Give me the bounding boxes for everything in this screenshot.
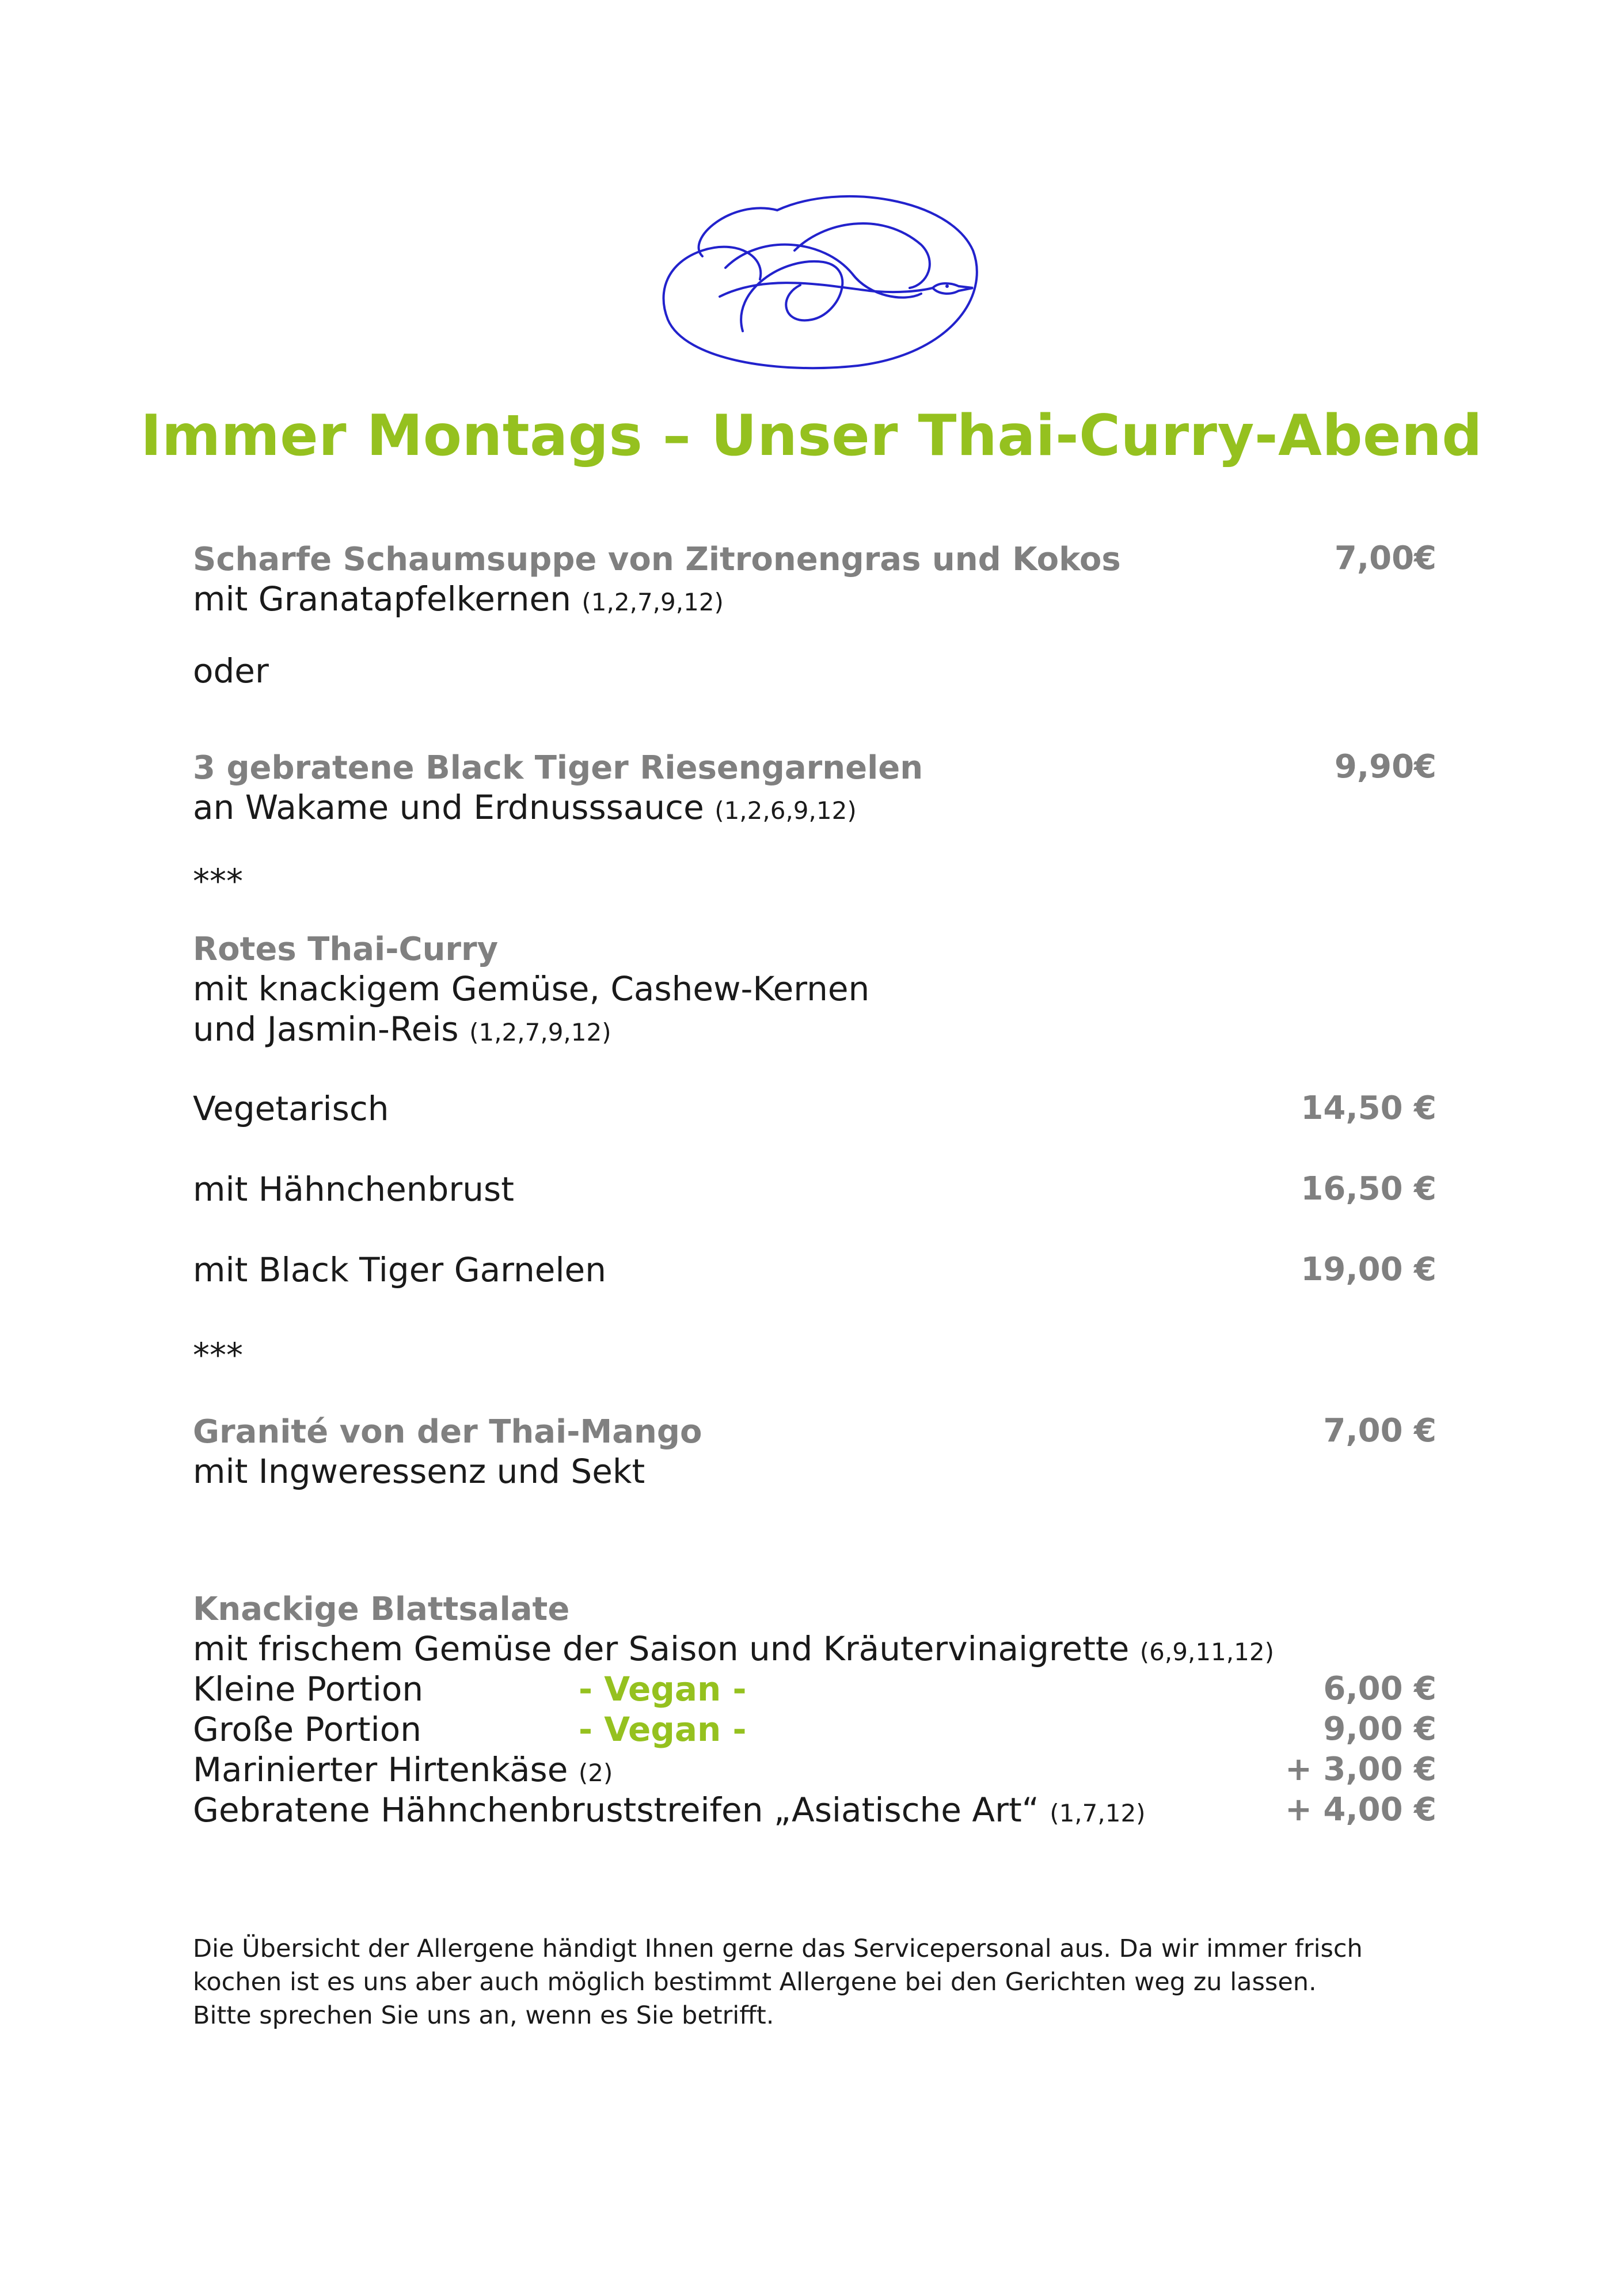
dish-price: 7,00€ bbox=[1334, 540, 1436, 577]
variant-label: mit Hähnchenbrust bbox=[193, 1170, 514, 1209]
dish-description bbox=[193, 787, 1436, 831]
dish-name: 3 gebratene Black Tiger Riesengarnelen bbox=[193, 749, 923, 787]
salad-option bbox=[193, 1669, 1436, 1709]
variant-row bbox=[193, 1169, 1436, 1209]
dish-name: Scharfe Schaumsuppe von Zitronengras und Kokos bbox=[193, 541, 1121, 578]
vegan-tag: - Vegan - bbox=[579, 1669, 747, 1709]
salad-option bbox=[193, 1709, 1436, 1749]
dish-name: Rotes Thai-Curry bbox=[193, 931, 499, 968]
or-text: oder bbox=[193, 651, 269, 690]
variant-price: 16,50 € bbox=[1301, 1170, 1436, 1208]
allergen-codes: (1,2,7,9,12) bbox=[469, 1018, 611, 1046]
notice-line: Die Übersicht der Allergene händigt Ihnen gerne das Servicepersonal aus. Da wir immer frisch bbox=[193, 1934, 1363, 1963]
menu-item-curry bbox=[193, 928, 1436, 970]
variant-row bbox=[193, 1088, 1436, 1129]
option-label: Marinierter Hirtenkäse bbox=[193, 1750, 568, 1789]
allergen-codes: (1,2,7,9,12) bbox=[581, 588, 724, 616]
separator: *** bbox=[193, 1335, 243, 1375]
salad-option bbox=[193, 1790, 1436, 1834]
notice-line: Bitte sprechen Sie uns an, wenn es Sie betrifft. bbox=[193, 2001, 774, 2030]
vegan-tag: - Vegan - bbox=[579, 1710, 747, 1749]
dish-price: 7,00 € bbox=[1323, 1412, 1436, 1449]
dish-description bbox=[193, 1629, 1436, 1672]
variant-label: mit Black Tiger Garnelen bbox=[193, 1250, 607, 1289]
variant-label: Vegetarisch bbox=[193, 1089, 389, 1128]
option-label: Kleine Portion bbox=[193, 1669, 424, 1709]
option-label: Gebratene Hähnchenbruststreifen „Asiatische Art“ bbox=[193, 1790, 1039, 1830]
swan-logo-icon bbox=[651, 187, 982, 377]
description-text: und Jasmin-Reis bbox=[193, 1010, 459, 1049]
option-price: 6,00 € bbox=[1323, 1670, 1436, 1707]
dish-description bbox=[193, 1009, 1436, 1053]
option-label: Große Portion bbox=[193, 1710, 421, 1749]
dish-description bbox=[193, 579, 1436, 623]
allergen-codes: (2) bbox=[578, 1759, 613, 1787]
allergen-codes: (6,9,11,12) bbox=[1139, 1638, 1274, 1666]
allergen-notice bbox=[193, 1932, 1459, 2032]
description-text: mit Granatapfelkernen bbox=[193, 579, 571, 618]
option-price: 9,00 € bbox=[1323, 1710, 1436, 1748]
description-text: mit frischem Gemüse der Saison und Kräutervinaigrette bbox=[193, 1629, 1130, 1668]
separator: *** bbox=[193, 862, 243, 901]
description-text: an Wakame und Erdnusssauce bbox=[193, 788, 704, 827]
dish-name: Granité von der Thai-Mango bbox=[193, 1413, 702, 1451]
menu-item-soup bbox=[193, 538, 1436, 580]
allergen-codes: (1,7,12) bbox=[1050, 1799, 1146, 1827]
menu-item-dessert bbox=[193, 1411, 1436, 1452]
allergen-codes: (1,2,6,9,12) bbox=[714, 796, 857, 825]
page-title: Immer Montags – Unser Thai-Curry-Abend bbox=[140, 403, 1483, 469]
variant-price: 19,00 € bbox=[1301, 1251, 1436, 1288]
option-price: + 4,00 € bbox=[1284, 1791, 1436, 1828]
variant-price: 14,50 € bbox=[1301, 1090, 1436, 1127]
salad-option bbox=[193, 1749, 1436, 1793]
variant-row bbox=[193, 1250, 1436, 1290]
notice-line: kochen ist es uns aber auch möglich bestimmt Allergene bei den Gerichten weg zu lassen. bbox=[193, 1968, 1317, 1997]
menu-item-prawns bbox=[193, 747, 1436, 788]
dish-price: 9,90€ bbox=[1334, 748, 1436, 785]
dish-description: mit knackigem Gemüse, Cashew-Kernen bbox=[193, 969, 870, 1008]
dish-description: mit Ingweressenz und Sekt bbox=[193, 1452, 645, 1491]
option-price: + 3,00 € bbox=[1284, 1751, 1436, 1788]
dish-name: Knackige Blattsalate bbox=[193, 1591, 570, 1628]
menu-item-salad bbox=[193, 1588, 1436, 1630]
